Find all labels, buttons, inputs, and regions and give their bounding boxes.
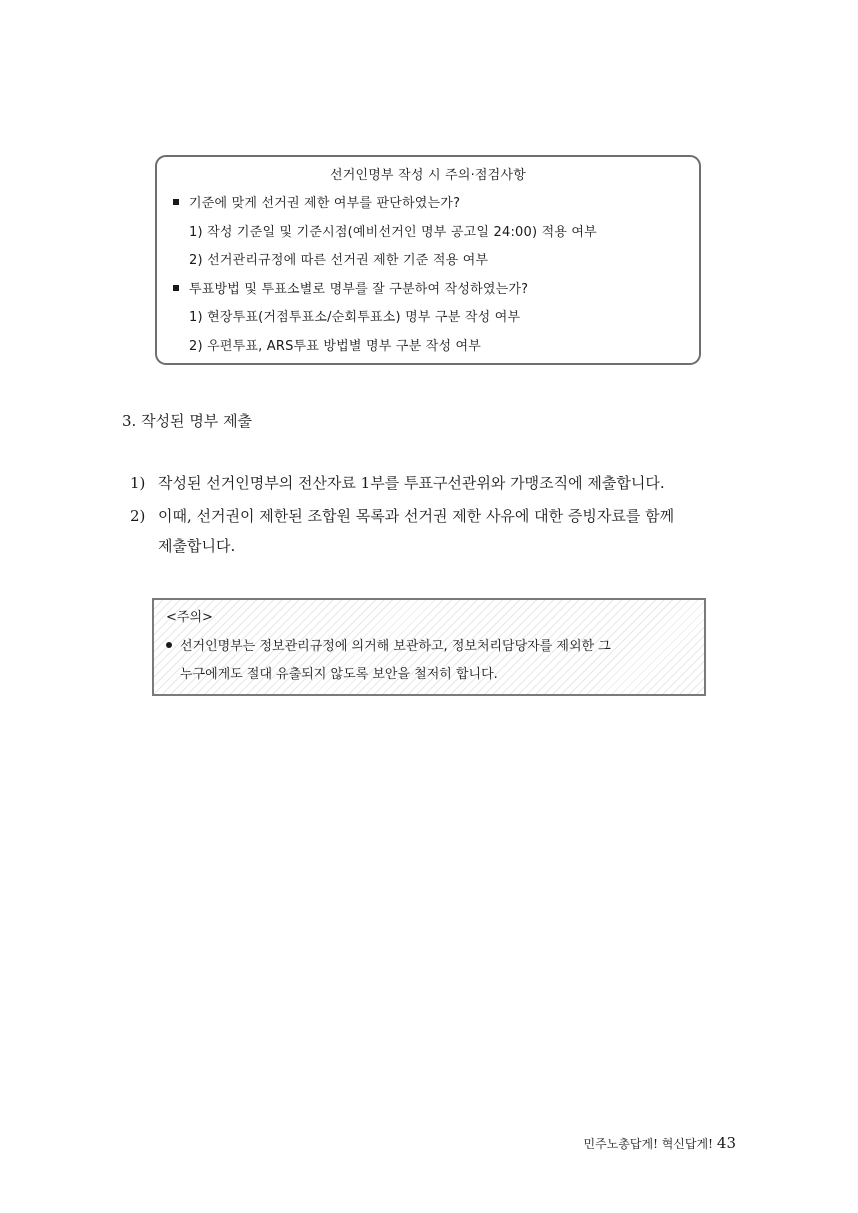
- page-number: 43: [716, 1134, 736, 1152]
- caution-box: [152, 598, 706, 696]
- checklist-subitem: 1) 현장투표(거점투표소/순회투표소) 명부 구분 작성 여부: [189, 310, 521, 325]
- paragraph-number: 2): [130, 507, 146, 525]
- checklist-item-1: [173, 195, 460, 213]
- checklist-title: 선거인명부 작성 시 주의·점검사항: [330, 168, 526, 183]
- checklist-subitem: 2) 선거관리규정에 따른 선거권 제한 기준 적용 여부: [189, 253, 489, 268]
- caution-line-2: 누구에게도 절대 유출되지 않도록 보안을 철저히 합니다.: [180, 667, 498, 682]
- checklist-box: [155, 155, 701, 365]
- caution-line-1: [166, 638, 611, 656]
- paragraph-number: 1): [130, 474, 146, 492]
- checklist-subitem: 1) 작성 기준일 및 기준시점(예비선거인 명부 공고일 24:00) 적용 여부: [189, 225, 597, 240]
- paragraph-2-continuation: 제출합니다.: [158, 537, 236, 555]
- checklist-item-text: 기준에 맞게 선거권 제한 여부를 판단하였는가?: [189, 196, 461, 211]
- caution-title: <주의>: [166, 610, 213, 625]
- caution-text: 선거인명부는 정보관리규정에 의거해 보관하고, 정보처리담당자를 제외한 그: [180, 639, 611, 654]
- checklist-item-2: [173, 281, 528, 299]
- checklist-item-text: 투표방법 및 투표소별로 명부를 잘 구분하여 작성하였는가?: [189, 282, 529, 297]
- footer-slogan: 민주노총답게! 혁신답게!: [583, 1137, 713, 1151]
- page-footer: [584, 1133, 736, 1152]
- section-heading: 3. 작성된 명부 제출: [122, 412, 253, 430]
- paragraph-1: [130, 472, 665, 494]
- square-bullet-icon: [173, 285, 179, 291]
- paragraph-2: [130, 505, 674, 527]
- checklist-subitem: 2) 우편투표, ARS투표 방법별 명부 구분 작성 여부: [189, 339, 482, 354]
- paragraph-text: 이때, 선거권이 제한된 조합원 목록과 선거권 제한 사유에 대한 증빙자료를 함께: [158, 507, 675, 525]
- round-bullet-icon: [166, 642, 172, 648]
- paragraph-text: 작성된 선거인명부의 전산자료 1부를 투표구선관위와 가맹조직에 제출합니다.: [158, 474, 665, 492]
- square-bullet-icon: [173, 199, 179, 205]
